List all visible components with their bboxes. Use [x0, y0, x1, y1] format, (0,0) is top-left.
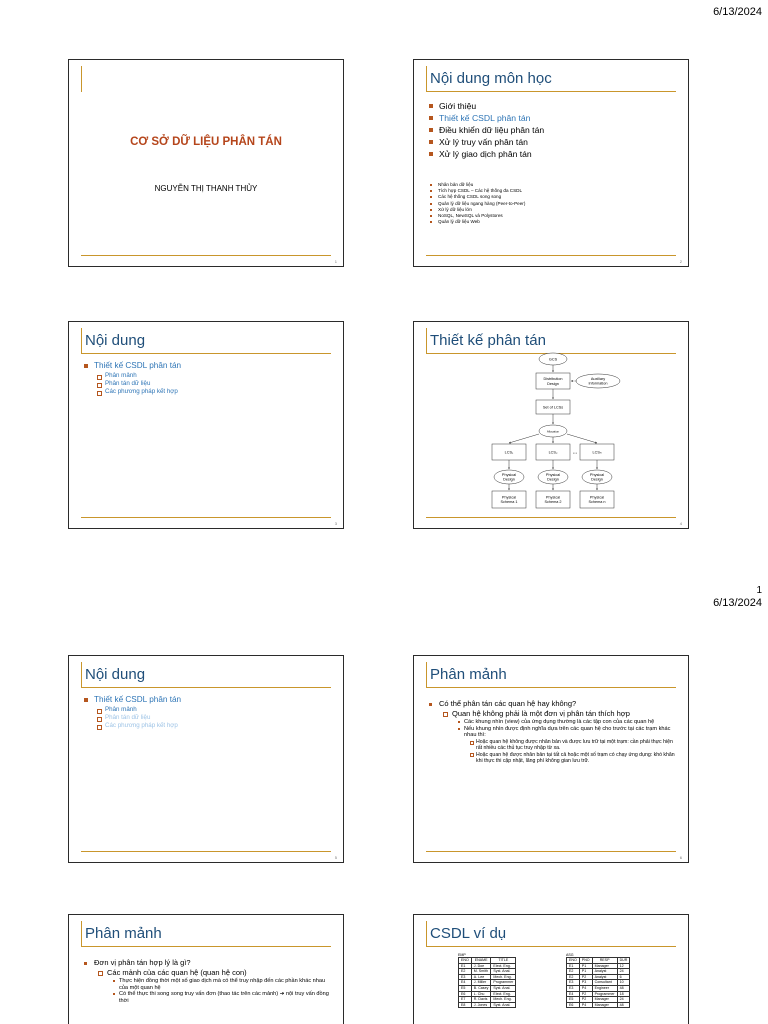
asg-table-block — [566, 953, 630, 1008]
slide-number: 4 — [679, 521, 682, 526]
auxiliary-information-label: Information — [588, 381, 608, 386]
cell: E1 — [567, 963, 580, 969]
content-list — [83, 958, 335, 1004]
physical-design-label: Physical — [545, 473, 561, 477]
table-row — [459, 1002, 516, 1008]
list-item: Giới thiệu — [428, 100, 680, 112]
auxiliary-information-label: Auxiliary — [590, 377, 606, 381]
slide-title: Thiết kế phân tán — [430, 332, 546, 349]
emp-table-name: EMP — [458, 953, 466, 957]
physical-design-label: Physical — [501, 473, 517, 477]
physical-design-label: Physical — [589, 473, 605, 477]
list-item: Có thể phân tán các quan hệ hay không? — [428, 699, 680, 709]
cell: B. Casey — [471, 985, 491, 991]
content-list — [428, 699, 680, 764]
list-item: Quản lý dữ liệu Web — [428, 219, 680, 225]
cell: E3 — [459, 974, 472, 980]
list-item: Hoặc quan hệ được nhân bản tại tất cả hoặc một số trạm có chạy ứng dụng: khó khăn khi thực thi cập nhật, lãng phí không gian lưu trữ. — [428, 752, 680, 765]
slide-4 — [413, 321, 689, 529]
slide-title: Nội dung — [85, 332, 146, 349]
physical-schema-2-label: Physical — [545, 495, 561, 500]
cell: P4 — [579, 985, 592, 991]
list-item: Quản lý dữ liệu ngang hàng (Peer-to-Peer) — [428, 201, 680, 207]
set-of-lcss-label: Set of LCSs — [542, 405, 564, 410]
cell: 18 — [617, 991, 630, 997]
list-item: Đơn vị phân tán hợp lý là gì? — [83, 958, 335, 968]
cell: P2 — [579, 997, 592, 1003]
physical-schema-2-label: Schema 2 — [544, 500, 562, 504]
cell: 24 — [617, 969, 630, 975]
physical-design-label: Design — [503, 477, 515, 482]
sub-item: Các phương pháp kết hợp — [83, 722, 335, 730]
list-item: Xử lý giao dịch phân tán — [428, 148, 680, 160]
cell: E7 — [459, 997, 472, 1003]
cell: E1 — [459, 963, 472, 969]
cell: J. Jones — [471, 1002, 491, 1008]
list-item: Nhân bản dữ liệu — [428, 182, 680, 188]
cell: Elect. Eng. — [491, 963, 516, 969]
gcs-label: GCS — [548, 357, 558, 362]
page-date: 6/13/2024 — [713, 597, 762, 609]
list-item: NoSQL, NewSQL và Polystores — [428, 213, 680, 219]
cell: P1 — [579, 963, 592, 969]
list-item: Xử lý dữ liệu lớn — [428, 207, 680, 213]
emp-table-block — [458, 953, 516, 1008]
slide-number: 1 — [334, 259, 337, 264]
list-item: Xử lý truy vấn phân tán — [428, 136, 680, 148]
distribution-design-label: Design — [547, 382, 559, 386]
slide-1-author: NGUYỄN THỊ THANH THỦY — [154, 184, 258, 193]
cell: P2 — [579, 974, 592, 980]
sub-item: Các phương pháp kết hợp — [83, 388, 335, 396]
cell: 48 — [617, 1002, 630, 1008]
column-header: ENO — [567, 958, 580, 964]
course-subtopic-list — [428, 182, 680, 225]
page-date: 6/13/2024 — [713, 6, 762, 18]
cell: 6 — [617, 974, 630, 980]
sub-item: Phân mảnh — [83, 372, 335, 380]
cell: E3 — [567, 985, 580, 991]
slide-title: Nội dung môn học — [430, 70, 552, 87]
slide-number: 2 — [679, 259, 682, 264]
slide-number: 3 — [334, 521, 337, 526]
slide-title: Phân mảnh — [430, 666, 507, 683]
column-header: RESP — [592, 958, 617, 964]
column-header: DUR — [617, 958, 630, 964]
cell: Engineer — [592, 985, 617, 991]
cell: Mech. Eng. — [491, 997, 516, 1003]
cell: Syst. Anal. — [491, 1002, 516, 1008]
slide-3 — [68, 321, 344, 529]
asg-table-name: ASG — [566, 953, 574, 957]
cell: E2 — [567, 969, 580, 975]
list-item: Thiết kế CSDL phân tán — [83, 360, 335, 372]
cell: Syst. Anal. — [491, 969, 516, 975]
cell: Manager — [592, 1002, 617, 1008]
cell: Elect. Eng. — [491, 991, 516, 997]
sub-item: Phân tán dữ liệu — [83, 380, 335, 388]
list-item: Hoặc quan hệ không được nhân bản và được lưu trữ tại một trạm: cần phải thực hiện rất nhiều các thủ tục truy nhập từ xa. — [428, 739, 680, 752]
list-item: Quan hệ không phải là một đơn vị phân tán thích hợp — [428, 709, 680, 719]
slide-title: Nội dung — [85, 666, 146, 683]
cell: Programmer — [592, 991, 617, 997]
list-item: Có thể thực thi song song truy vấn đơn (thao tác trên các mảnh) ➔ nội truy vấn đồng thời — [83, 991, 335, 1004]
asg-table — [566, 957, 630, 1008]
physical-schema-1-label: Physical — [501, 495, 517, 500]
cell: P3 — [579, 980, 592, 986]
cell: Consultant — [592, 980, 617, 986]
cell: P4 — [579, 1002, 592, 1008]
cell: 10 — [617, 980, 630, 986]
list-item: Nếu khung nhìn được định nghĩa dựa trên các quan hệ cho trước tại các trạm khác nhau thì: — [428, 726, 680, 739]
physical-design-label: Design — [591, 477, 603, 482]
cell: E2 — [567, 974, 580, 980]
cell: J. Doe — [471, 963, 491, 969]
column-header: ENAME — [471, 958, 491, 964]
cell: J. Miller — [471, 980, 491, 986]
list-item: Điều khiển dữ liệu phân tán — [428, 124, 680, 136]
cell: Manager — [592, 963, 617, 969]
physical-schema-1-label: Schema 1 — [500, 500, 518, 504]
emp-table — [458, 957, 516, 1008]
cell: R. Davis — [471, 997, 491, 1003]
course-topic-list — [428, 100, 680, 160]
slide-7 — [68, 914, 344, 1024]
sub-item-current: Phân mảnh — [83, 706, 335, 714]
physical-design-label: Design — [547, 477, 559, 482]
list-item: Tích hợp CSDL – Các hệ thống đa CSDL — [428, 188, 680, 194]
outline-list — [83, 694, 335, 730]
slide-5 — [68, 655, 344, 863]
slide-1-title: CƠ SỞ DỮ LIỆU PHÂN TÁN — [130, 136, 282, 148]
slide-1 — [68, 59, 344, 267]
outline-list — [83, 360, 335, 396]
cell: E2 — [459, 969, 472, 975]
distribution-design-label: Distribution — [543, 377, 563, 381]
column-header: PNO — [579, 958, 592, 964]
cell: A. Lee — [471, 974, 491, 980]
physical-schema-n-label: Physical — [589, 495, 605, 500]
cell: Programmer — [491, 980, 516, 986]
ellipsis: ... — [572, 449, 578, 456]
cell: Analyst — [592, 969, 617, 975]
page-number: 1 — [756, 585, 762, 596]
cell: M. Smith — [471, 969, 491, 975]
slide-8 — [413, 914, 689, 1024]
cell: Manager — [592, 997, 617, 1003]
cell: E4 — [459, 980, 472, 986]
slide-number: 5 — [334, 855, 337, 860]
lcs-1-label: LCS₁ — [504, 450, 514, 455]
table-row — [567, 1002, 630, 1008]
physical-schema-n-label: Schema n — [588, 500, 606, 504]
cell: E6 — [459, 991, 472, 997]
cell: P1 — [579, 969, 592, 975]
slide-title: Phân mảnh — [85, 925, 162, 942]
cell: P2 — [579, 991, 592, 997]
cell: E5 — [567, 997, 580, 1003]
distribution-design-diagram — [414, 322, 690, 530]
slide-number: 6 — [679, 855, 682, 860]
column-header: ENO — [459, 958, 472, 964]
slide-2 — [413, 59, 689, 267]
allocation-label: Allocation — [546, 429, 560, 434]
lcs-2-label: LCS₂ — [548, 450, 558, 455]
list-item: Các mảnh của các quan hệ (quan hệ con) — [83, 968, 335, 978]
lcs-n-label: LCSₙ — [592, 450, 602, 455]
list-item: Các hệ thống CSDL song song — [428, 194, 680, 200]
cell: L. Chu — [471, 991, 491, 997]
list-item-current: Thiết kế CSDL phân tán — [428, 112, 680, 124]
cell: Syst. Anal. — [491, 985, 516, 991]
cell: Analyst — [592, 974, 617, 980]
cell: 12 — [617, 963, 630, 969]
column-header: TITLE — [491, 958, 516, 964]
sub-item: Phân tán dữ liệu — [83, 714, 335, 722]
slide-title: CSDL ví dụ — [430, 925, 507, 942]
cell: E8 — [459, 1002, 472, 1008]
cell: Mech. Eng. — [491, 974, 516, 980]
list-item: Thực hiện đồng thời một số giao dịch mà có thể truy nhập đến các phần khác nhau của một quan hệ — [83, 978, 335, 991]
cell: E6 — [567, 1002, 580, 1008]
cell: E4 — [567, 991, 580, 997]
list-item: Thiết kế CSDL phân tán — [83, 694, 335, 706]
cell: 24 — [617, 997, 630, 1003]
cell: E5 — [459, 985, 472, 991]
slide-6 — [413, 655, 689, 863]
cell: E3 — [567, 980, 580, 986]
list-item: Các khung nhìn (view) của ứng dụng thường là các tập con của các quan hệ — [428, 719, 680, 726]
cell: 48 — [617, 985, 630, 991]
